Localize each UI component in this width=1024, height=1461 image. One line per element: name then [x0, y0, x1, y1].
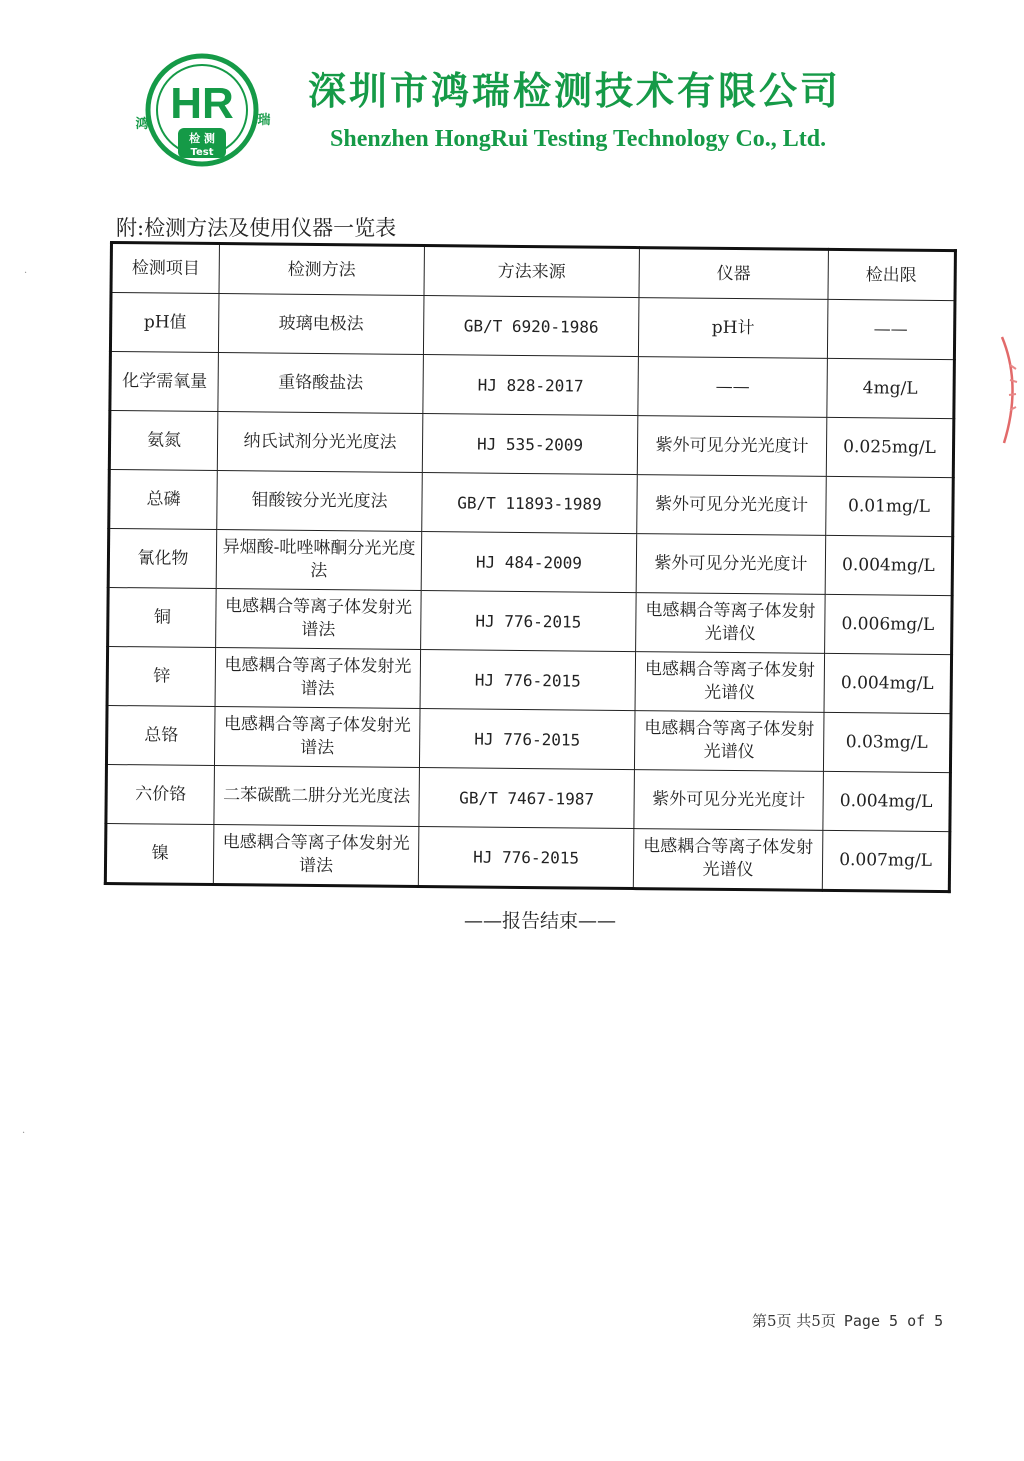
table-row [106, 705, 951, 772]
table-row [109, 470, 954, 537]
cell-instrument: pH计 [638, 298, 828, 359]
hr-logo [130, 52, 275, 172]
company-name-en: Shenzhen HongRui Testing Technology Co., Ltd. [330, 126, 827, 152]
page-number-cn: 第5页 共5页 [752, 1312, 836, 1330]
cell-item: 总磷 [109, 470, 218, 530]
cell-instrument: —— [638, 357, 828, 418]
cell-item: 六价铬 [106, 764, 215, 824]
header-detection-limit: 检出限 [828, 249, 955, 300]
cell-source: GB/T 7467-1987 [419, 767, 635, 828]
header-method: 检测方法 [219, 244, 424, 296]
logo-en: Test [190, 147, 214, 158]
logo-right-char: 瑞 [257, 113, 271, 128]
header-item: 检测项目 [111, 243, 219, 294]
table-row [107, 646, 952, 713]
cell-limit: 0.004mg/L [823, 771, 951, 831]
cell-limit: 0.007mg/L [822, 830, 950, 891]
seal-stamp-fragment [998, 335, 1024, 445]
header-instrument: 仪器 [639, 248, 828, 300]
table-row [106, 764, 951, 831]
table-header-row [111, 243, 955, 301]
appendix-title: 附:检测方法及使用仪器一览表 [116, 216, 397, 240]
cell-instrument: 电感耦合等离子体发射光谱仪 [635, 652, 825, 713]
cell-limit: 0.004mg/L [825, 535, 953, 595]
cell-item: pH值 [110, 293, 219, 353]
cell-method: 电感耦合等离子体发射光谱法 [216, 589, 422, 650]
scan-mark: · [24, 268, 28, 279]
page-number-en: Page 5 of 5 [843, 1312, 944, 1330]
cell-method: 电感耦合等离子体发射光谱法 [215, 648, 421, 709]
cell-item: 锌 [107, 646, 216, 706]
page-footer [752, 1310, 943, 1331]
cell-method: 电感耦合等离子体发射光谱法 [214, 707, 420, 768]
cell-item: 镍 [105, 823, 214, 884]
cell-method: 异烟酸-吡唑啉酮分光光度法 [216, 530, 422, 591]
cell-instrument: 紫外可见分光光度计 [637, 475, 827, 536]
cell-instrument: 电感耦合等离子体发射光谱仪 [634, 711, 824, 772]
scan-mark: · [22, 1128, 26, 1139]
cell-source: HJ 776-2015 [421, 591, 637, 652]
table-row [110, 293, 955, 360]
cell-instrument: 电感耦合等离子体发射光谱仪 [636, 593, 826, 654]
company-name-cn: 深圳市鸿瑞检测技术有限公司 [308, 68, 842, 113]
cell-source: HJ 776-2015 [419, 708, 635, 769]
report-end-text: ——报告结束—— [463, 910, 616, 932]
cell-method: 重铬酸盐法 [218, 353, 424, 414]
cell-source: HJ 776-2015 [420, 650, 636, 711]
table-row [109, 411, 954, 478]
table-row [108, 529, 953, 596]
cell-source: GB/T 6920-1986 [423, 296, 639, 357]
cell-instrument: 紫外可见分光光度计 [636, 534, 826, 595]
cell-method: 二苯碳酰二肼分光光度法 [214, 766, 420, 827]
cell-limit: 4mg/L [827, 358, 955, 418]
cell-instrument: 电感耦合等离子体发射光谱仪 [633, 829, 823, 891]
table-row [105, 823, 950, 891]
cell-item: 总铬 [106, 705, 215, 765]
cell-limit: 0.004mg/L [824, 653, 952, 713]
cell-method: 纳氏试剂分光光度法 [217, 412, 423, 473]
cell-item: 铜 [108, 587, 217, 647]
cell-limit: 0.03mg/L [823, 712, 951, 772]
cell-source: HJ 776-2015 [418, 826, 634, 888]
cell-item: 化学需氧量 [110, 352, 219, 412]
logo-letters: HR [170, 79, 234, 128]
cell-instrument: 紫外可见分光光度计 [637, 416, 827, 477]
cell-method: 钼酸铵分光光度法 [217, 471, 423, 532]
logo-cn: 检 测 [189, 132, 215, 145]
cell-limit: 0.01mg/L [826, 476, 954, 536]
cell-limit: —— [827, 299, 955, 359]
cell-source: GB/T 11893-1989 [422, 473, 638, 534]
cell-item: 氰化物 [108, 529, 217, 589]
cell-method: 电感耦合等离子体发射光谱法 [213, 825, 419, 887]
table-row [110, 352, 955, 419]
cell-instrument: 紫外可见分光光度计 [634, 770, 824, 831]
cell-limit: 0.025mg/L [826, 417, 954, 477]
cell-source: HJ 484-2009 [421, 532, 637, 593]
header-source: 方法来源 [424, 246, 639, 298]
table-row [108, 587, 953, 654]
cell-source: HJ 828-2017 [423, 355, 639, 416]
cell-source: HJ 535-2009 [422, 414, 638, 475]
cell-limit: 0.006mg/L [825, 594, 953, 654]
cell-method: 玻璃电极法 [218, 294, 424, 355]
logo-left-char: 鸿 [135, 117, 149, 132]
cell-item: 氨氮 [109, 411, 218, 471]
methods-table [104, 241, 957, 893]
